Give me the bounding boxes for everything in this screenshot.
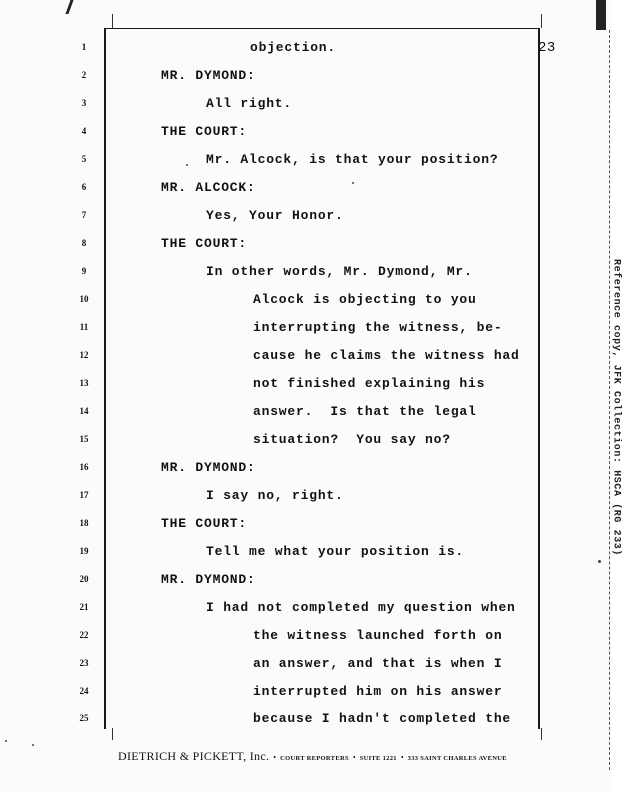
transcript-line: Tell me what your position is.: [206, 544, 465, 559]
bullet-icon: •: [273, 753, 277, 762]
frame-top-bracket: [112, 14, 542, 28]
line-number: 25: [79, 713, 89, 723]
transcript-line: interrupted him on his answer: [253, 684, 503, 699]
scan-speck: [352, 182, 354, 184]
speaker-label: MR. DYMOND:: [161, 68, 256, 83]
transcript-line: Alcock is objecting to you: [253, 292, 477, 307]
line-number: 10: [79, 294, 89, 304]
frame-bottom-bracket: [112, 728, 542, 740]
transcript-line: not finished explaining his: [253, 376, 486, 391]
line-number: 20: [79, 574, 89, 584]
transcript-line: answer. Is that the legal: [253, 404, 477, 419]
scan-speck: [598, 560, 601, 563]
line-number: 7: [81, 210, 87, 220]
line-number: 8: [81, 238, 87, 248]
line-number: 15: [79, 434, 89, 444]
line-number: 23: [79, 658, 89, 668]
transcript-line: cause he claims the witness had: [253, 348, 520, 363]
line-number: 21: [79, 602, 89, 612]
bullet-icon: •: [400, 753, 404, 762]
line-number: 2: [81, 70, 87, 80]
scan-speck: [32, 744, 34, 746]
line-number: 3: [81, 98, 87, 108]
transcript-line: I had not completed my question when: [206, 600, 516, 615]
speaker-label: MR. ALCOCK:: [161, 180, 256, 195]
footer-suite: SUITE 1221: [359, 755, 397, 762]
line-number: 16: [79, 462, 89, 472]
transcript-line: In other words, Mr. Dymond, Mr.: [206, 264, 473, 279]
line-number: 14: [79, 406, 89, 416]
speaker-label: THE COURT:: [161, 516, 248, 531]
line-number: 11: [79, 322, 89, 332]
line-number: 18: [79, 518, 89, 528]
scan-artifact-top-left: [65, 0, 113, 14]
line-number: 13: [79, 378, 89, 388]
transcript-line: interrupting the witness, be-: [253, 320, 503, 335]
firm-name: DIETRICH & PICKETT, Inc.: [118, 749, 270, 763]
line-number: 5: [81, 154, 87, 164]
line-number: 22: [79, 630, 89, 640]
line-number: 6: [81, 182, 87, 192]
footer-address: 333 SAINT CHARLES AVENUE: [407, 755, 507, 762]
line-number: 1: [81, 42, 87, 52]
line-number: 9: [81, 266, 87, 276]
speaker-label: THE COURT:: [161, 236, 248, 251]
scan-artifact-top-right: [596, 0, 606, 30]
line-number: 12: [79, 350, 89, 360]
transcript-line: Yes, Your Honor.: [206, 208, 344, 223]
scan-speck: [186, 164, 188, 166]
speaker-label: THE COURT:: [161, 124, 248, 139]
line-number: 19: [79, 546, 89, 556]
line-number: 24: [79, 686, 89, 696]
line-number: 17: [79, 490, 89, 500]
scan-speck: [5, 740, 7, 742]
page-footer: [118, 747, 507, 765]
transcript-line: the witness launched forth on: [253, 628, 503, 643]
transcript-line: an answer, and that is when I: [253, 656, 503, 671]
speaker-label: MR. DYMOND:: [161, 572, 256, 587]
transcript-line: Mr. Alcock, is that your position?: [206, 152, 499, 167]
reference-copy-stamp: Reference copy, JFK Collection: HSCA (RG 233): [610, 258, 622, 557]
page-number: 23: [538, 40, 556, 56]
transcript-line: I say no, right.: [206, 488, 344, 503]
transcript-line: situation? You say no?: [253, 432, 451, 447]
transcript-line: because I hadn't completed the: [253, 711, 512, 726]
speaker-label: MR. DYMOND:: [161, 460, 256, 475]
line-number: 4: [81, 126, 87, 136]
transcript-line: objection.: [250, 40, 337, 55]
footer-services: COURT REPORTERS: [280, 755, 349, 762]
bullet-icon: •: [352, 753, 356, 762]
transcript-line: All right.: [206, 96, 293, 111]
